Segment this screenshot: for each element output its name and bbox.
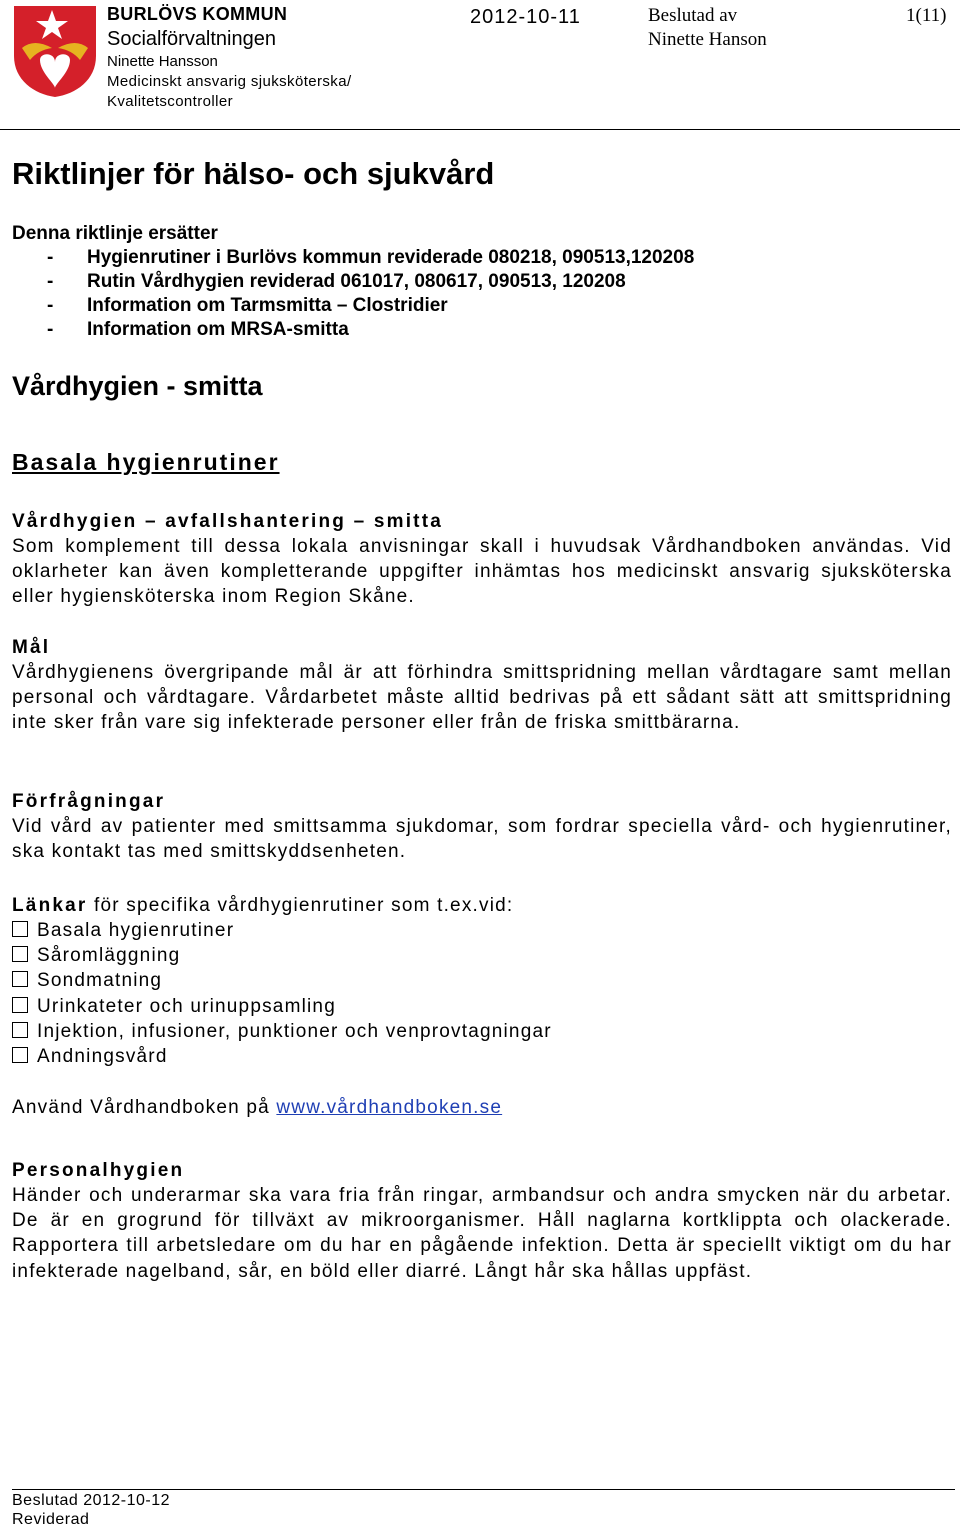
replaces-item-text: Rutin Vårdhygien reviderad 061017, 080617, 090513, 120208 (87, 271, 626, 292)
checkbox-icon (12, 946, 28, 962)
org-name: BURLÖVS KOMMUN (107, 4, 288, 24)
footer-decided: Beslutad 2012-10-12 (12, 1492, 171, 1509)
subsection-title: Basala hygienrutiner (12, 449, 280, 475)
replaces-item (47, 271, 626, 293)
bullet-dash: - (47, 247, 54, 268)
link-list-item-label: Sondmatning (37, 970, 163, 991)
section-title: Vårdhygien - smitta (12, 371, 263, 401)
link-list-item (12, 1019, 552, 1044)
goal-paragraph: Vårdhygienens övergripande mål är att förhindra smittspridning mellan vårdtagare samt mellan personal och vårdtagare. Vårdarbetet måste alltid bedrivas på ett sådant sätt att smittspridning inte sker från vare sig infekterade personer eller från de friska smittbärarna. (12, 662, 952, 734)
coat-of-arms-icon (12, 4, 98, 98)
link-list-item-label: Injektion, infusioner, punktioner och venprovtagningar (37, 1021, 552, 1042)
replaces-heading: Denna riktlinje ersätter (12, 223, 218, 244)
links-heading-text: för specifika vårdhygienrutiner som t.ex.vid: (87, 895, 514, 916)
checkbox-icon (12, 971, 28, 987)
bullet-dash: - (47, 271, 54, 292)
document-date: 2012-10-11 (470, 6, 581, 28)
link-list-item (12, 943, 180, 968)
link-list-item-label: Såromläggning (37, 945, 181, 966)
replaces-item-text: Information om MRSA-smitta (87, 319, 349, 340)
link-list-item-label: Andningsvård (37, 1046, 168, 1067)
author-role-line2: Kvalitetscontroller (107, 93, 233, 110)
department: Socialförvaltningen (107, 28, 276, 50)
links-heading-bold: Länkar (12, 895, 88, 916)
header-divider (0, 129, 960, 130)
footer-revised: Reviderad (12, 1511, 90, 1528)
checkbox-icon (12, 1022, 28, 1038)
bullet-dash: - (47, 295, 54, 316)
footer-divider (12, 1489, 955, 1490)
checkbox-icon (12, 921, 28, 937)
author-name: Ninette Hansson (107, 53, 218, 70)
links-heading (12, 893, 513, 918)
link-list-item (12, 968, 162, 993)
use-handbook-line (12, 1095, 502, 1120)
inquiries-heading: Förfrågningar (12, 791, 166, 812)
checkbox-icon (12, 1047, 28, 1063)
intro-heading: Vårdhygien – avfallshantering – smitta (12, 511, 443, 532)
replaces-item (47, 295, 448, 317)
bullet-dash: - (47, 319, 54, 340)
hygiene-paragraph: Händer och underarmar ska vara fria från ringar, armbandsur och andra smycken när du arbetar. De är en grogrund för tillväxt av mikroorganismer. Håll naglarna kortklippta och olackerade. Rapportera till arbetsledare om du har en pågående infektion. Detta är speciellt viktigt om du har infekterade nagelband, sår, en böld eller diarré. Långt hår ska hållas uppfäst. (12, 1185, 952, 1282)
link-list-item (12, 994, 336, 1019)
link-list-item-label: Urinkateter och urinuppsamling (37, 996, 336, 1017)
decided-by-name: Ninette Hanson (648, 29, 767, 50)
intro-paragraph: Som komplement till dessa lokala anvisningar skall i huvudsak Vårdhandboken användas. Vid oklarheter kan även kompletterande uppgifter inhämtas hos medicinskt ansvarig sjuksköterska eller hygiensköterska inom Region Skåne. (12, 536, 952, 608)
use-handbook-text: Använd Vårdhandboken på (12, 1097, 277, 1118)
document-title: Riktlinjer för hälso- och sjukvård (12, 156, 495, 191)
author-role-line1: Medicinskt ansvarig sjuksköterska/ (107, 73, 352, 90)
inquiries-paragraph: Vid vård av patienter med smittsamma sjukdomar, som fordrar speciella vård- och hygienrutiner, ska kontakt tas med smittskyddsenheten. (12, 816, 952, 863)
checkbox-icon (12, 997, 28, 1013)
replaces-item-text: Hygienrutiner i Burlövs kommun reviderade 080218, 090513,120208 (87, 247, 695, 268)
hygiene-heading: Personalhygien (12, 1160, 185, 1181)
decided-by-label: Beslutad av (648, 5, 738, 26)
page-number: 1(11) (906, 5, 947, 26)
link-list-item (12, 918, 234, 943)
replaces-item-text: Information om Tarmsmitta – Clostridier (87, 295, 448, 316)
replaces-item (47, 319, 349, 341)
link-list-item-label: Basala hygienrutiner (37, 920, 235, 941)
replaces-item (47, 247, 694, 269)
link-list-item (12, 1044, 168, 1069)
goal-heading: Mål (12, 637, 51, 658)
handbook-link[interactable]: www.vårdhandboken.se (276, 1097, 503, 1118)
